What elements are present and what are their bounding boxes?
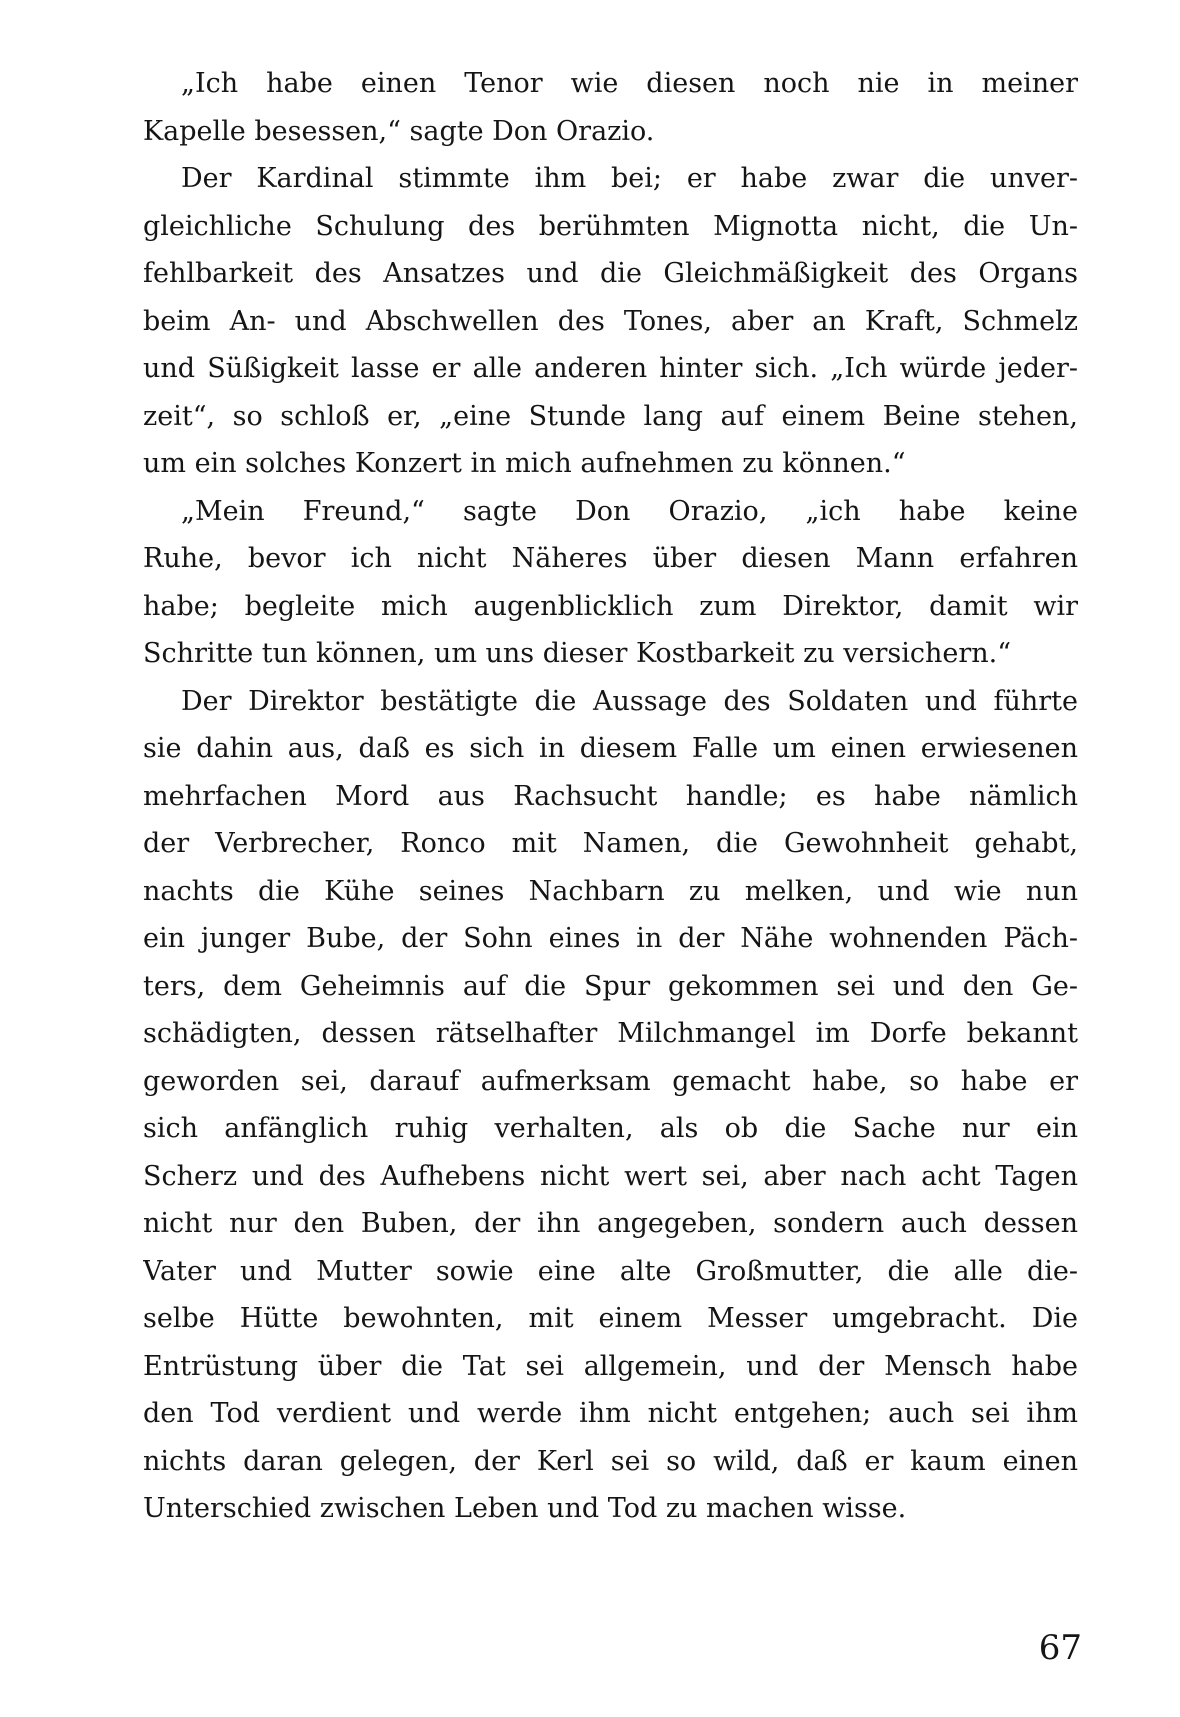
text-line: sie dahin aus, daß es sich in diesem Falle um einen erwiesenen — [143, 733, 1078, 764]
paragraph-3 — [143, 488, 1078, 678]
text-line: fehlbarkeit des Ansatzes und die Gleichmäßigkeit des Organs — [143, 258, 1078, 289]
text-line: schädigten, dessen rätselhafter Milchmangel im Dorfe bekannt — [143, 1018, 1078, 1049]
body-text — [143, 60, 1078, 1533]
text-line: den Tod verdient und werde ihm nicht entgehen; auch sei ihm — [143, 1398, 1078, 1429]
paragraph-2 — [143, 155, 1078, 488]
text-line: der Verbrecher, Ronco mit Namen, die Gewohnheit gehabt, — [143, 828, 1078, 859]
text-line: nachts die Kühe seines Nachbarn zu melken, und wie nun — [143, 875, 1078, 907]
text-line: sich anfänglich ruhig verhalten, als ob die Sache nur ein — [143, 1113, 1078, 1144]
text-line: Kapelle besessen,“ sagte Don Orazio. — [143, 115, 655, 147]
text-line: Der Kardinal stimmte ihm bei; er habe zwar die unver- — [181, 163, 1078, 194]
text-line: Ruhe, bevor ich nicht Näheres über diesen Mann erfahren — [143, 543, 1078, 574]
text-line: Unterschied zwischen Leben und Tod zu machen wisse. — [143, 1493, 907, 1524]
text-line: Scherz und des Aufhebens nicht wert sei, aber nach acht Tagen — [143, 1160, 1078, 1192]
text-line: selbe Hütte bewohnten, mit einem Messer umgebracht. Die — [143, 1303, 1078, 1334]
text-line: geworden sei, darauf aufmerksam gemacht habe, so habe er — [143, 1065, 1078, 1097]
paragraph-4 — [143, 678, 1078, 1533]
text-line: „Mein Freund,“ sagte Don Orazio, „ich habe keine — [181, 495, 1078, 527]
text-line: ters, dem Geheimnis auf die Spur gekommen sei und den Ge- — [143, 970, 1078, 1002]
text-line: Vater und Mutter sowie eine alte Großmutter, die alle die- — [143, 1255, 1078, 1287]
text-line: habe; begleite mich augenblicklich zum Direktor, damit wir — [143, 590, 1078, 622]
text-line: Schritte tun können, um uns dieser Kostbarkeit zu versichern.“ — [143, 638, 1012, 669]
text-line: mehrfachen Mord aus Rachsucht handle; es habe nämlich — [143, 780, 1078, 812]
paragraph-1 — [143, 60, 1078, 155]
text-line: und Süßigkeit lasse er alle anderen hinter sich. „Ich würde jeder- — [143, 353, 1078, 384]
text-line: nicht nur den Buben, der ihn angegeben, sondern auch dessen — [143, 1208, 1078, 1239]
text-line: zeit“, so schloß er, „eine Stunde lang auf einem Beine stehen, — [143, 400, 1078, 432]
text-line: um ein solches Konzert in mich aufnehmen zu können.“ — [143, 448, 906, 479]
text-line: Der Direktor bestätigte die Aussage des Soldaten und führte — [181, 685, 1078, 717]
text-line: gleichliche Schulung des berühmten Mignotta nicht, die Un- — [143, 210, 1078, 242]
text-line: Entrüstung über die Tat sei allgemein, und der Mensch habe — [143, 1350, 1078, 1382]
text-line: nichts daran gelegen, der Kerl sei so wild, daß er kaum einen — [143, 1445, 1078, 1477]
page-number: 67 — [1038, 1628, 1082, 1668]
text-line: ein junger Bube, der Sohn eines in der Nähe wohnenden Päch- — [143, 923, 1078, 954]
text-line: beim An- und Abschwellen des Tones, aber an Kraft, Schmelz — [143, 305, 1078, 337]
text-line: „Ich habe einen Tenor wie diesen noch nie in meiner — [181, 68, 1078, 99]
